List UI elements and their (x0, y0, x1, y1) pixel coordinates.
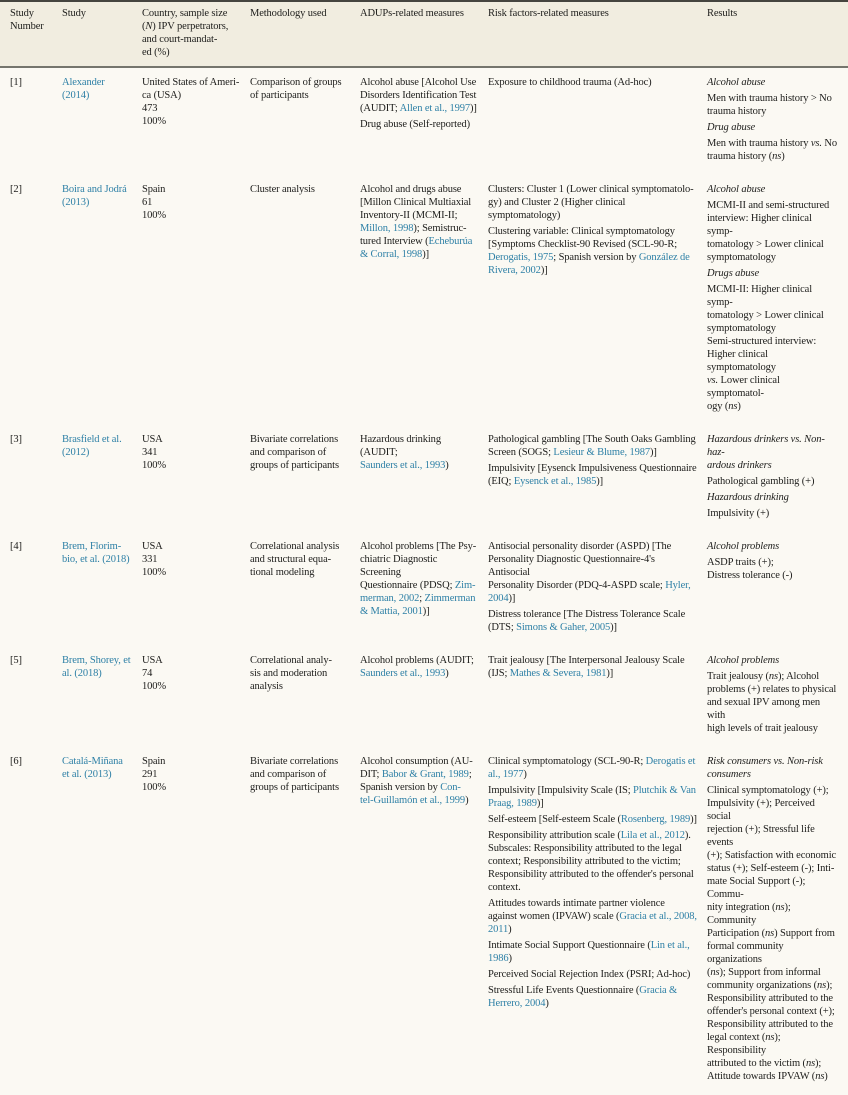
cell-text: ) (545, 998, 549, 1009)
cell-text: Country, sample size ( (142, 8, 228, 32)
cell-country (142, 654, 250, 735)
column-header-risk (488, 7, 707, 59)
cell-country (142, 183, 250, 413)
table-row (0, 425, 848, 532)
cell-text: Attitudes towards intimate partner violence against women (IPVAW) scale ( (488, 898, 665, 922)
cell-text: )] (422, 249, 429, 260)
cell-text: ); Community Participation ( (707, 902, 791, 939)
cell-adups (360, 654, 488, 735)
cell-text: )] (540, 265, 548, 276)
cell-methodology (250, 433, 360, 520)
cell-text: )] (610, 622, 617, 633)
citation-link[interactable]: Millon, 1998 (360, 223, 414, 234)
cell-text: Impulsivity [Eysenck Impulsiveness Questionnaire (EIQ; (488, 463, 697, 487)
citation-link[interactable]: Simons & Gaher, 2005 (516, 622, 611, 633)
cell-text: )] (508, 593, 516, 604)
cell-text: Correlational analysis and structural equa- tional modeling (250, 541, 340, 578)
cell-text: Alcohol problems [The Psy- chiatric Diagnostic Screening Questionnaire (PDSQ; (360, 541, 477, 591)
cell-text: Perceived Social Rejection Index (PSRI; Ad-hoc) (488, 969, 691, 980)
cell-text: ; Spanish version by (360, 769, 472, 793)
study-link[interactable]: Boira and Jodrá (2013) (62, 184, 127, 208)
cell-adups (360, 183, 488, 413)
cell-text: Stressful Life Events Questionnaire ( (488, 985, 640, 996)
cell-text: Pathological gambling [The South Oaks Gambling Screen (SOGS; (488, 434, 696, 458)
cell-text: Pathological gambling (+) (707, 476, 815, 487)
cell-text: Methodology used (250, 8, 327, 19)
cell-text: ). Subscales: Responsibility attributed to the legal context; Responsibility attributed to the victim; Responsibility attributed to the offender's personal context. (488, 830, 694, 893)
table-row (0, 68, 848, 175)
cell-text: Risk factors-related measures (488, 8, 609, 19)
citation-link[interactable]: Lila et al., 2012 (620, 830, 685, 841)
cell-text: Responsibility attribution scale ( (488, 830, 621, 841)
cell-text: Intimate Social Support Questionnaire ( (488, 940, 651, 951)
italic-text: ns (805, 1058, 816, 1069)
cell-text: ) Support from formal community organizations ( (707, 928, 835, 978)
cell-text: )] (650, 447, 657, 458)
cell-text: Impulsivity (+) (707, 508, 770, 519)
cell-text: [3] (10, 434, 22, 445)
cell-study (62, 433, 142, 520)
italic-text: ns (765, 1032, 775, 1043)
italic-text: vs. (707, 375, 719, 386)
cell-text: ) (508, 953, 512, 964)
cell-results (707, 76, 848, 163)
cell-text: Self-esteem [Self-esteem Scale ( (488, 814, 621, 825)
cell-results (707, 433, 848, 520)
study-link[interactable]: Alexander (2014) (62, 77, 105, 101)
cell-results (707, 540, 848, 634)
cell-text: Alcohol abuse [Alcohol Use Disorders Identification Test (AUDIT; (360, 77, 477, 114)
citation-link[interactable]: Zimmerman & Mattia, 2001 (360, 593, 476, 617)
cell-number (10, 433, 62, 520)
cell-text: ) (508, 924, 512, 935)
citation-link[interactable]: Gracia et al., 2008, 2011 (488, 911, 697, 935)
cell-text: Hazardous drinking (AUDIT; (360, 434, 441, 458)
italic-text: Risk consumers vs. Non-risk consumers (707, 756, 823, 780)
table-body (0, 68, 848, 1095)
cell-text: ) (781, 151, 785, 162)
italic-text: ns (710, 967, 720, 978)
cell-text: Clustering variable: Clinical symptomatology [Symptoms Checklist-90 Revised (SCL-90-R; (488, 226, 678, 250)
cell-risk (488, 540, 707, 634)
cell-text: Alcohol problems (AUDIT; (360, 655, 474, 666)
column-header-country (142, 7, 250, 59)
cell-text: MCMI-II: Higher clinical symp- tomatology > Lower clinical symptomatology Semi-structured interview: Higher clinical symptomatology (707, 284, 824, 373)
cell-text: Bivariate correlations and comparison of groups of participants (250, 434, 339, 471)
cell-methodology (250, 183, 360, 413)
cell-text: ) IPV perpetrators, and court-mandat- ed (%) (142, 21, 229, 58)
cell-text: USA 74 100% (142, 655, 167, 692)
cell-number (10, 540, 62, 634)
cell-adups (360, 76, 488, 163)
citation-link[interactable]: Plutchik & Van Praag, 1989 (488, 785, 696, 809)
cell-country (142, 540, 250, 634)
cell-study (62, 755, 142, 1083)
citation-link[interactable]: Zim- merman, 2002 (360, 580, 476, 604)
table-row (0, 532, 848, 646)
cell-text: Bivariate correlations and comparison of groups of participants (250, 756, 339, 793)
cell-study (62, 183, 142, 413)
cell-text: Trait jealousy [The Interpersonal Jealousy Scale (IJS; (488, 655, 685, 679)
column-header-study (62, 7, 142, 59)
cell-text: ) (737, 401, 741, 412)
cell-text: USA 331 100% (142, 541, 167, 578)
cell-text: ); Semistruc- tured Interview ( (360, 223, 467, 247)
cell-text: USA 341 100% (142, 434, 167, 471)
citation-link[interactable]: Derogatis, 1975 (488, 252, 554, 263)
cell-text: ); Responsibility attributed to the victim ( (707, 1032, 806, 1069)
study-link[interactable]: Brasfield et al. (2012) (62, 434, 122, 458)
citation-link[interactable]: González de Rivera, 2002 (488, 252, 690, 276)
cell-text: ) (445, 668, 449, 679)
cell-country (142, 433, 250, 520)
cell-methodology (250, 755, 360, 1083)
cell-risk (488, 76, 707, 163)
cell-text: Trait jealousy ( (707, 671, 769, 682)
cell-text: Study (62, 8, 86, 19)
cell-text: Comparison of groups of participants (250, 77, 342, 101)
cell-results (707, 755, 848, 1083)
citation-link[interactable]: Allen et al., 1997 (399, 103, 471, 114)
italic-text: ns (768, 671, 778, 682)
cell-text: Lower clinical symptomatol- ogy ( (707, 375, 780, 412)
cell-text: [5] (10, 655, 22, 666)
cell-country (142, 76, 250, 163)
table-row (0, 646, 848, 747)
cell-risk (488, 183, 707, 413)
citation-link[interactable]: Gracia & Herrero, 2004 (488, 985, 678, 1009)
cell-text: Results (707, 8, 738, 19)
column-header-number (10, 7, 62, 59)
cell-results (707, 183, 848, 413)
italic-text: Hazardous drinkers vs. Non-haz- ardous drinkers (707, 434, 825, 471)
cell-methodology (250, 76, 360, 163)
cell-text: )] (422, 606, 430, 617)
cell-text: Study Number (10, 8, 44, 32)
cell-text: ADUPs-related measures (360, 8, 464, 19)
cell-text: ASDP traits (+); Distress tolerance (-) (707, 557, 793, 581)
column-header-adups (360, 7, 488, 59)
cell-text: Clinical symptomatology (+); Impulsivity (+); Perceived social rejection (+); Stressful life events (+); Satisfaction with economic status (+); Self-esteem (-); Inti- mate Social Support (-); Commu- nity integration ( (707, 785, 837, 913)
cell-results (707, 654, 848, 735)
italic-text: vs. (810, 138, 822, 149)
italic-text: Hazardous drinking (707, 492, 789, 503)
cell-adups (360, 755, 488, 1083)
cell-number (10, 755, 62, 1083)
table-row (0, 175, 848, 425)
cell-text: Spain 291 100% (142, 756, 167, 793)
citation-link[interactable]: Lin et al., 1986 (488, 940, 690, 964)
cell-text: Exposure to childhood trauma (Ad-hoc) (488, 77, 652, 88)
italic-text: ns (815, 1071, 825, 1082)
citation-link[interactable]: Rosenberg, 1989 (620, 814, 691, 825)
italic-text: ns (728, 401, 738, 412)
italic-text: N (145, 21, 153, 32)
cell-text: Drug abuse (Self-reported) (360, 119, 471, 130)
cell-text: [4] (10, 541, 22, 552)
cell-methodology (250, 540, 360, 634)
study-link[interactable]: Catalá-Miñana et al. (2013) (62, 756, 123, 780)
cell-text: ; (419, 593, 425, 604)
citation-link[interactable]: Mathes & Severa, 1981 (509, 668, 607, 679)
cell-text: Cluster analysis (250, 184, 315, 195)
citation-link[interactable]: Hyler, 2004 (488, 580, 691, 604)
cell-text: Men with trauma history (707, 138, 811, 149)
cell-text: )] (606, 668, 614, 679)
citation-link[interactable]: Lesieur & Blume, 1987 (553, 447, 651, 458)
cell-text: Correlational analy- sis and moderation analysis (250, 655, 332, 692)
cell-text: [2] (10, 184, 22, 195)
cell-text: ); Attitude towards IPVAW ( (707, 1058, 822, 1082)
table-row (0, 747, 848, 1095)
cell-text: [6] (10, 756, 22, 767)
cell-text: Spain 61 100% (142, 184, 167, 221)
cell-text: ) (824, 1071, 828, 1082)
citation-link[interactable]: Saunders et al., 1993 (360, 668, 446, 679)
column-header-methodology (250, 7, 360, 59)
cell-number (10, 76, 62, 163)
italic-text: Drugs abuse (707, 268, 760, 279)
cell-adups (360, 433, 488, 520)
italic-text: Alcohol problems (707, 655, 780, 666)
cell-study (62, 76, 142, 163)
cell-text: Distress tolerance [The Distress Tolerance Scale (DTS; (488, 609, 686, 633)
cell-text: ); Alcohol problems (+) relates to physical and sexual IPV among men with high levels of trait jealousy (707, 671, 837, 734)
citation-link[interactable]: Eysenck et al., 1985 (513, 476, 597, 487)
cell-text: ; Spanish version by (553, 252, 639, 263)
cell-adups (360, 540, 488, 634)
cell-number (10, 654, 62, 735)
cell-text: Alcohol and drugs abuse [Millon Clinical Multiaxial Inventory-II (MCMI-II; (360, 184, 472, 221)
citation-link[interactable]: Saunders et al., 1993 (360, 460, 446, 471)
cell-text: No trauma history ( (707, 138, 837, 162)
cell-risk (488, 755, 707, 1083)
cell-country (142, 755, 250, 1083)
study-link[interactable]: Brem, Shorey, et al. (2018) (62, 655, 131, 679)
cell-number (10, 183, 62, 413)
cell-text: MCMI-II and semi-structured interview: Higher clinical symp- tomatology > Lower clinical symptomatology (707, 200, 830, 263)
column-header-results (707, 7, 848, 59)
cell-text: [1] (10, 77, 22, 88)
cell-text: )] (470, 103, 477, 114)
cell-risk (488, 433, 707, 520)
italic-text: Drug abuse (707, 122, 756, 133)
cell-study (62, 654, 142, 735)
citation-link[interactable]: Babor & Grant, 1989 (381, 769, 469, 780)
citation-link[interactable]: Echeburúa & Corral, 1998 (360, 236, 473, 260)
cell-text: Alcohol consumption (AU- DIT; (360, 756, 473, 780)
citation-link[interactable]: Con- tel-Guillamón et al., 1999 (360, 782, 466, 806)
cell-text: ); Responsibility attributed to the offender's personal context (+); Responsibility attributed to the legal context ( (707, 980, 835, 1043)
italic-text: ns (772, 151, 782, 162)
cell-text: United States of Ameri- ca (USA) 473 100% (142, 77, 240, 127)
study-link[interactable]: Brem, Florim- bio, et al. (2018) (62, 541, 130, 565)
cell-text: ) (523, 769, 527, 780)
italic-text: ns (816, 980, 827, 991)
cell-text: ); Support from informal community organizations ( (707, 967, 821, 991)
cell-text: Clinical symptomatology (SCL-90-R; (488, 756, 646, 767)
cell-text: )] (536, 798, 544, 809)
italic-text: Alcohol abuse (707, 77, 766, 88)
citation-link[interactable]: Derogatis et al., 1977 (488, 756, 696, 780)
cell-text: ) (465, 795, 469, 806)
cell-methodology (250, 654, 360, 735)
italic-text: ns (764, 928, 775, 939)
cell-text: )] (690, 814, 697, 825)
cell-text: Clusters: Cluster 1 (Lower clinical symptomatolo- gy) and Cluster 2 (Higher clinical symptomatology) (488, 184, 694, 221)
cell-text: ) (445, 460, 449, 471)
cell-risk (488, 654, 707, 735)
cell-study (62, 540, 142, 634)
italic-text: ns (775, 902, 785, 913)
cell-text: Antisocial personality disorder (ASPD) [The Personality Diagnostic Questionnaire-4's Antisocial Personality Disorder (PDQ-4-ASPD scale; (488, 541, 672, 591)
cell-text: Men with trauma history > No trauma history (707, 93, 832, 117)
cell-text: Impulsivity [Impulsivity Scale (IS; (488, 785, 634, 796)
table-header-row (0, 2, 848, 68)
italic-text: Alcohol problems (707, 541, 780, 552)
cell-text: )] (596, 476, 604, 487)
italic-text: Alcohol abuse (707, 184, 766, 195)
